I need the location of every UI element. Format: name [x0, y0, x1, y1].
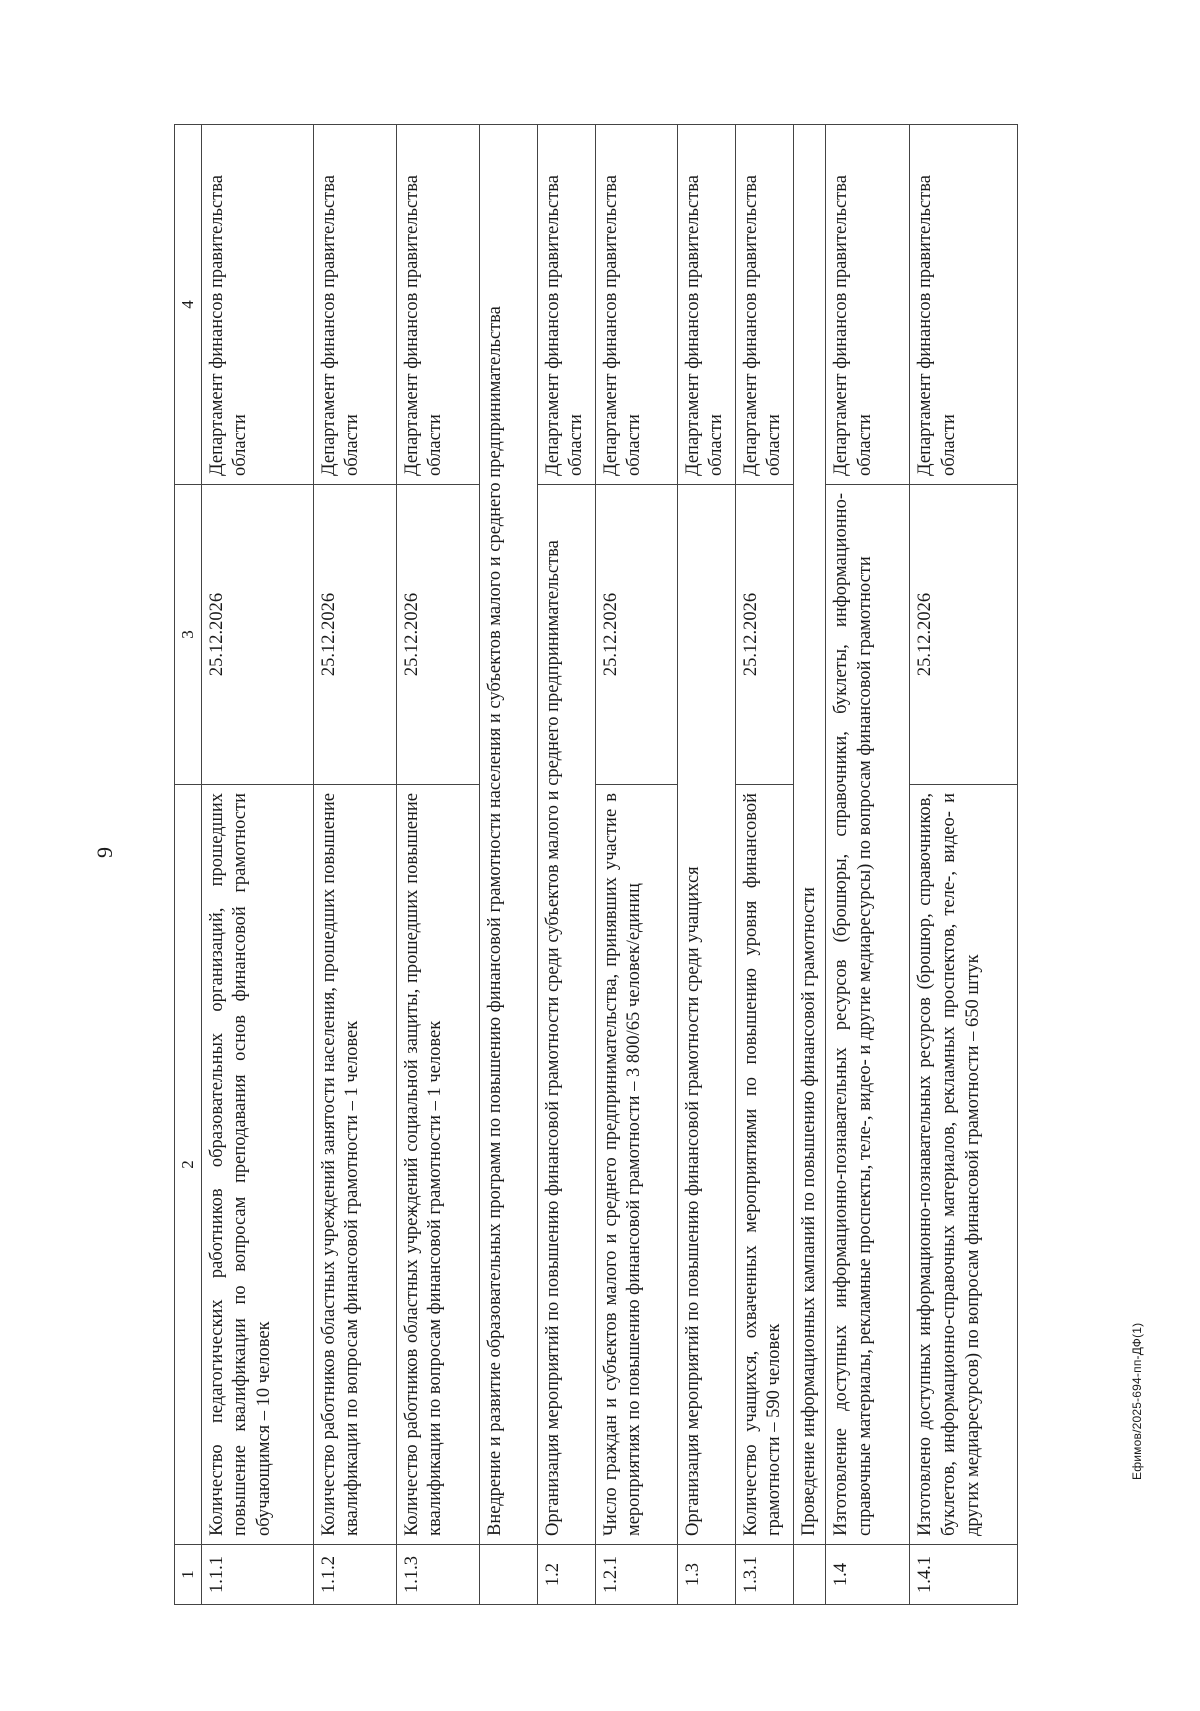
plan-table-wrapper — [174, 125, 1079, 1605]
row-number: 1.2.1 — [595, 1545, 677, 1605]
plan-table — [174, 124, 1018, 1605]
header-col-3: 3 — [175, 485, 202, 785]
header-col-1: 1 — [175, 1545, 202, 1605]
row-description: Организация мероприятий по повышению финансовой грамотности среди учащихся — [677, 485, 735, 1545]
table-row — [396, 125, 479, 1605]
table-row — [595, 125, 677, 1605]
row-deadline: 25.12.2026 — [735, 485, 793, 785]
row-responsible: Департамент финансов правительства области — [595, 125, 677, 485]
table-row — [910, 125, 1018, 1605]
row-responsible: Департамент финансов правительства области — [735, 125, 793, 485]
row-description: Изготовлено доступных информационно-познавательных ресурсов (брошюр, справочников, буклетов, информационно-справочных материалов, рекламных проспектов, теле-, видео- и других медиаресурсов) по вопросам финансовой грамотности – 650 штук — [910, 785, 1018, 1545]
row-responsible: Департамент финансов правительства области — [396, 125, 479, 485]
row-description: Изготовление доступных информационно-познавательных ресурсов (брошюры, справочники, буклеты, информационно-справочные материалы, рекламные проспекты, теле-, видео- и другие медиаресурсы) по вопросам финансовой грамотности — [826, 485, 910, 1545]
row-description: Число граждан и субъектов малого и среднего предпринимательства, принявших участие в мероприятиях по повышению финансовой грамотности – 3 800/65 человек/единиц — [595, 785, 677, 1545]
table-row — [313, 125, 396, 1605]
row-deadline: 25.12.2026 — [313, 485, 396, 785]
row-number: 1.4 — [826, 1545, 910, 1605]
row-responsible: Департамент финансов правительства области — [313, 125, 396, 485]
table-row — [201, 125, 313, 1605]
row-number: 1.3.1 — [735, 1545, 793, 1605]
table-row — [537, 125, 595, 1605]
row-number: 1.3 — [677, 1545, 735, 1605]
row-deadline: 25.12.2026 — [201, 485, 313, 785]
header-col-4: 4 — [175, 125, 202, 485]
page-number: 9 — [92, 847, 117, 858]
row-number: 1.2 — [537, 1545, 595, 1605]
header-col-2: 2 — [175, 785, 202, 1545]
row-responsible: Департамент финансов правительства области — [537, 125, 595, 485]
row-number-empty — [793, 1545, 826, 1605]
row-description: Количество педагогических работников образовательных организаций, прошедших повышение квалификации по вопросам преподавания основ финансовой грамотности обучающимся – 10 человек — [201, 785, 313, 1545]
row-responsible: Департамент финансов правительства области — [677, 125, 735, 485]
section-heading: Проведение информационных кампаний по повышению финансовой грамотности — [793, 125, 826, 1545]
row-number: 1.1.1 — [201, 1545, 313, 1605]
row-number: 1.4.1 — [910, 1545, 1018, 1605]
row-responsible: Департамент финансов правительства области — [201, 125, 313, 485]
row-deadline: 25.12.2026 — [910, 485, 1018, 785]
row-responsible: Департамент финансов правительства области — [910, 125, 1018, 485]
section-row — [793, 125, 826, 1605]
row-responsible: Департамент финансов правительства области — [826, 125, 910, 485]
row-number: 1.1.3 — [396, 1545, 479, 1605]
row-deadline: 25.12.2026 — [595, 485, 677, 785]
row-description: Количество работников областных учреждений занятости населения, прошедших повышение квалификации по вопросам финансовой грамотности – 1 человек — [313, 785, 396, 1545]
row-deadline: 25.12.2026 — [396, 485, 479, 785]
row-number-empty — [479, 1545, 537, 1605]
row-description: Количество работников областных учреждений социальной защиты, прошедших повышение квалификации по вопросам финансовой грамотности – 1 человек — [396, 785, 479, 1545]
document-code: Ефимов/2025-694-пп-ДФ(1) — [1130, 1322, 1144, 1480]
header-row — [175, 125, 202, 1605]
row-description: Количество учащихся, охваченных мероприятиями по повышению уровня финансовой грамотности – 590 человек — [735, 785, 793, 1545]
table-row — [826, 125, 910, 1605]
row-number: 1.1.2 — [313, 1545, 396, 1605]
row-description: Организация мероприятий по повышению финансовой грамотности среди субъектов малого и среднего предпринимательства — [537, 485, 595, 1545]
table-row — [735, 125, 793, 1605]
section-row — [479, 125, 537, 1605]
section-heading: Внедрение и развитие образовательных программ по повышению финансовой грамотности населения и субъектов малого и среднего предпринимательства — [479, 125, 537, 1545]
table-row — [677, 125, 735, 1605]
